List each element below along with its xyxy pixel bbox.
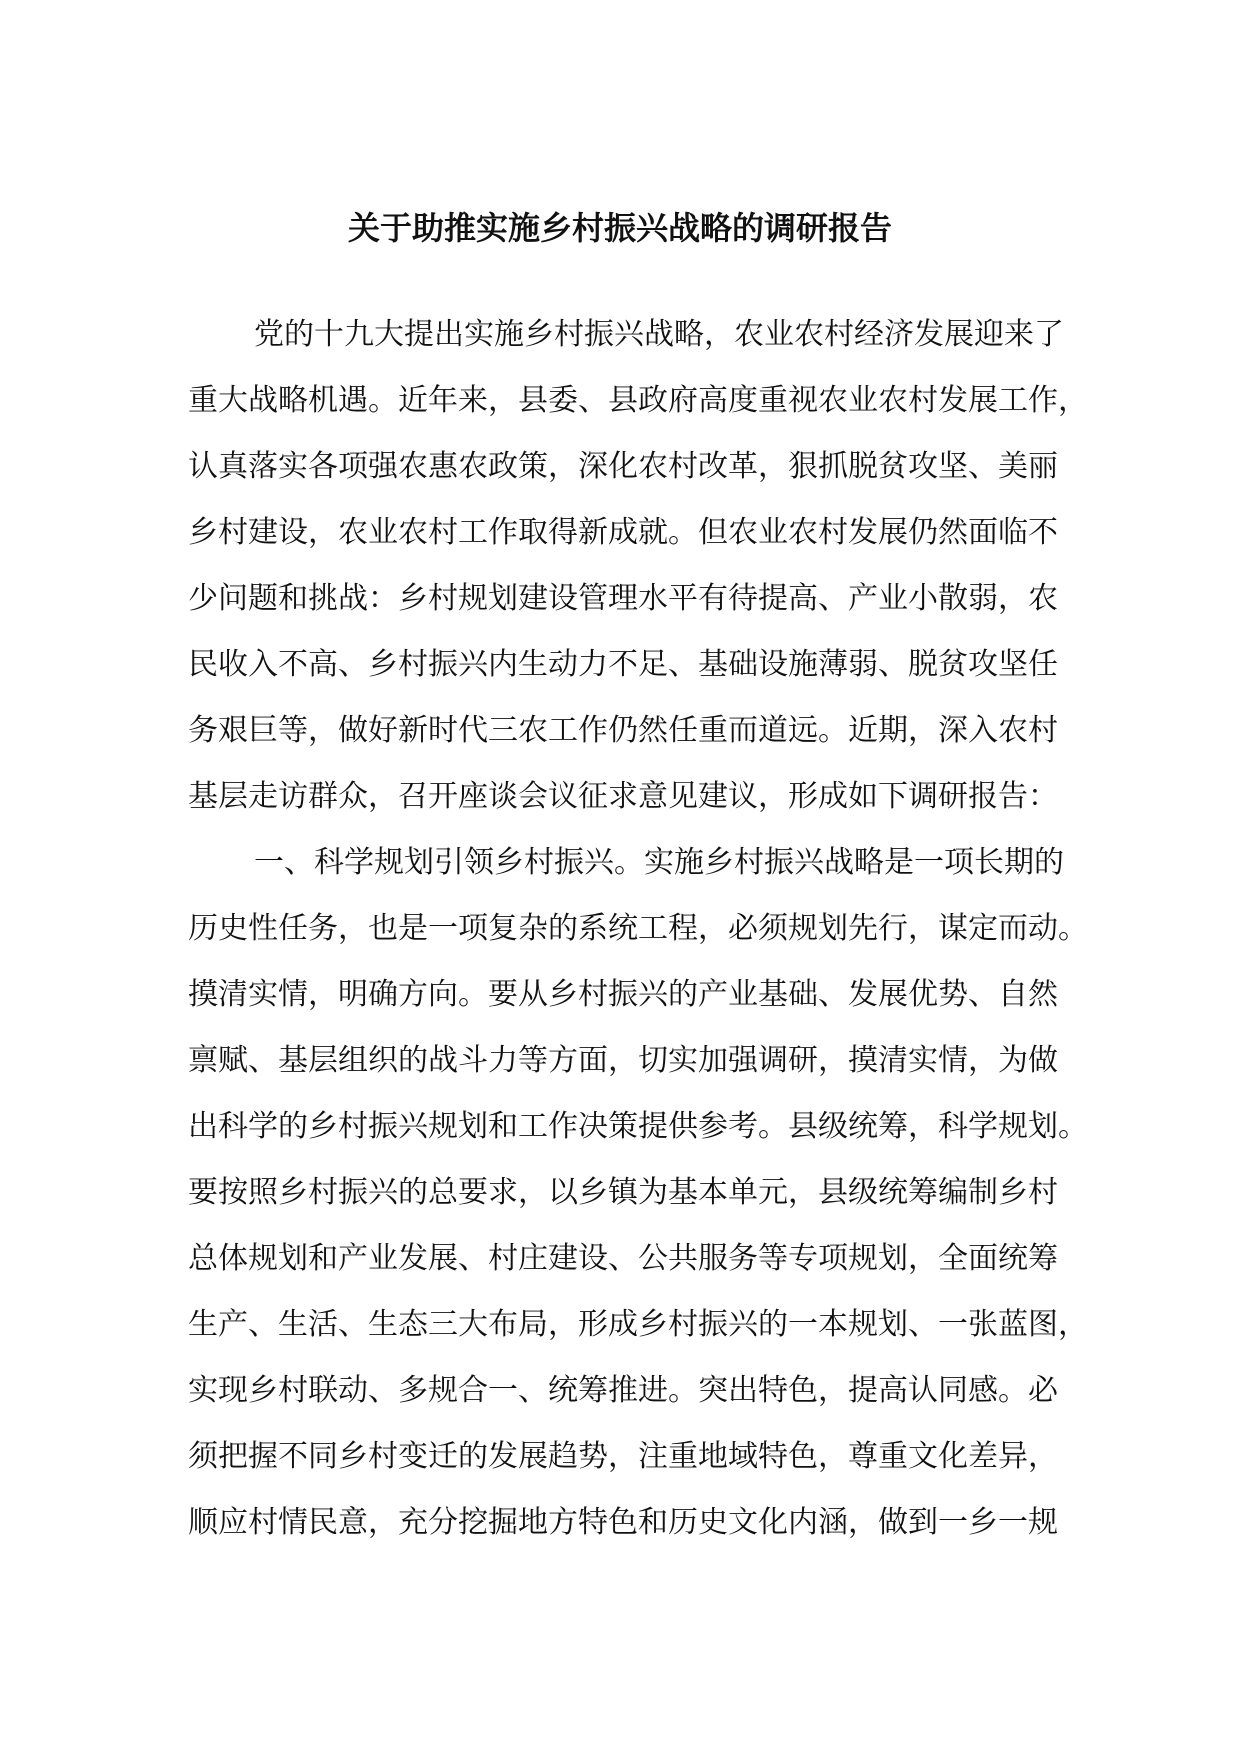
paragraph-line: 要按照乡村振兴的总要求，以乡镇为基本单元，县级统筹编制乡村 bbox=[188, 1175, 1058, 1210]
paragraph-line: 须把握不同乡村变迁的发展趋势，注重地域特色，尊重文化差异， bbox=[188, 1439, 1058, 1474]
paragraph-line: 历史性任务，也是一项复杂的系统工程，必须规划先行，谋定而动。 bbox=[188, 911, 1088, 946]
paragraph-line: 认真落实各项强农惠农政策，深化农村改革，狠抓脱贫攻坚、美丽 bbox=[188, 449, 1058, 484]
paragraph-line: 实现乡村联动、多规合一、统筹推进。突出特色，提高认同感。必 bbox=[188, 1373, 1058, 1408]
paragraph-line: 出科学的乡村振兴规划和工作决策提供参考。县级统筹，科学规划。 bbox=[188, 1109, 1088, 1144]
paragraph-line: 民收入不高、乡村振兴内生动力不足、基础设施薄弱、脱贫攻坚任 bbox=[188, 647, 1058, 682]
paragraph-line: 顺应村情民意，充分挖掘地方特色和历史文化内涵，做到一乡一规 bbox=[188, 1505, 1058, 1540]
paragraph-line: 一、科学规划引领乡村振兴。实施乡村振兴战略是一项长期的 bbox=[254, 845, 1064, 880]
paragraph-line: 党的十九大提出实施乡村振兴战略，农业农村经济发展迎来了 bbox=[254, 317, 1064, 352]
paragraph-line: 禀赋、基层组织的战斗力等方面，切实加强调研，摸清实情，为做 bbox=[188, 1043, 1058, 1078]
paragraph-line: 务艰巨等，做好新时代三农工作仍然任重而道远。近期，深入农村 bbox=[188, 713, 1058, 748]
paragraph-line: 重大战略机遇。近年来，县委、县政府高度重视农业农村发展工作， bbox=[188, 383, 1088, 418]
paragraph-line: 乡村建设，农业农村工作取得新成就。但农业农村发展仍然面临不 bbox=[188, 515, 1058, 550]
paragraph-line: 摸清实情，明确方向。要从乡村振兴的产业基础、发展优势、自然 bbox=[188, 977, 1058, 1012]
paragraph-line: 基层走访群众，召开座谈会议征求意见建议，形成如下调研报告： bbox=[188, 779, 1058, 814]
paragraph-line: 少问题和挑战：乡村规划建设管理水平有待提高、产业小散弱，农 bbox=[188, 581, 1058, 616]
paragraph-line: 总体规划和产业发展、村庄建设、公共服务等专项规划，全面统筹 bbox=[188, 1241, 1058, 1276]
document-title: 关于助推实施乡村振兴战略的调研报告 bbox=[347, 209, 892, 247]
document-body bbox=[188, 302, 1088, 1556]
paragraph-line: 生产、生活、生态三大布局，形成乡村振兴的一本规划、一张蓝图， bbox=[188, 1307, 1088, 1342]
